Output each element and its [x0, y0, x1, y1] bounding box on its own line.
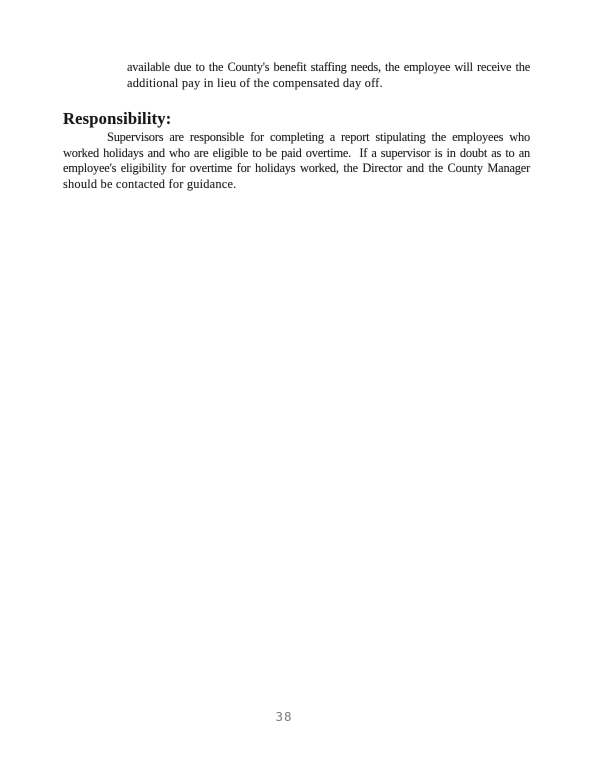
page-number: 38: [275, 709, 293, 724]
paragraph-line: worked holidays and who are eligible to be paid overtime. If a supervisor is in doubt as to an: [63, 145, 530, 160]
paragraph-line: Supervisors are responsible for completing a report stipulating the employees who: [107, 130, 530, 144]
continuation-paragraph: [127, 60, 530, 91]
paragraph-line: employee's eligibility for overtime for holidays worked, the Director and the County Manager: [63, 161, 530, 175]
paragraph-line: should be contacted for guidance.: [63, 176, 237, 191]
paragraph-line: available due to the County's benefit staffing needs, the employee will receive the: [127, 60, 530, 74]
paragraph-line: additional pay in lieu of the compensated day off.: [127, 75, 383, 90]
section-heading-responsibility: Responsibility:: [63, 109, 172, 128]
responsibility-paragraph: [63, 130, 530, 192]
